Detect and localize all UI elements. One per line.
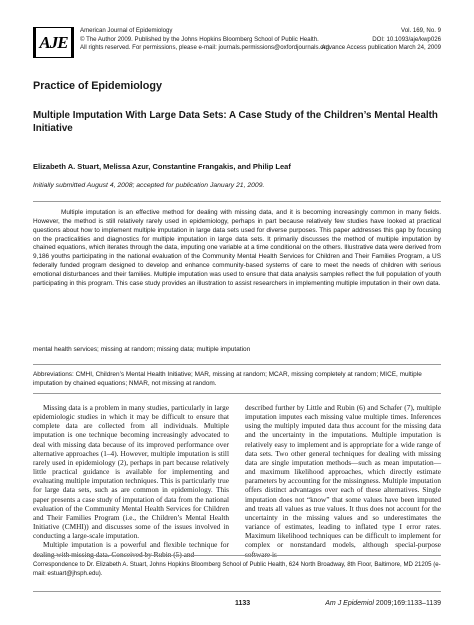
submission-dates: Initially submitted August 4, 2008; accepted for publication January 21, 2009.: [33, 182, 265, 189]
abbreviations: Abbreviations: CMHI, Children’s Mental Health Initiative; MAR, missing at random; MCAR, missing completely at random; MICE, multiple imputation by chained equations; NMAR, not missing at random.: [33, 371, 422, 387]
journal-abbrev: Am J Epidemiol: [325, 600, 374, 607]
author-list: Elizabeth A. Stuart, Melissa Azur, Constantine Frangakis, and Philip Leaf: [33, 162, 291, 171]
body-column-right: [245, 403, 441, 559]
divider: [33, 591, 441, 592]
body-paragraph: described further by Little and Rubin (6) and Schafer (7), multiple imputation imputes each missing value multiple times. Inferences using the multiply imputed data thus account for the missing data and the uncertainty in the imputations. Multiple imputation is relatively easy to implement and is appropriate for a wide range of data sets. Two other general techniques for dealing with missing data are single imputation methods—such as mean imputation—and maximum likelihood approaches, which directly estimate parameters by accounting for the missingness. Multiple imputation offers distinct advantages over each of these alternatives. Single imputation does not “know” that some values have been imputed and treats all values as true values. It thus does not account for the uncertainty in the missing values and so underestimates the variance of estimates, leading to inflated type I error rates. Maximum likelihood techniques can be difficult to implement for complex or nonstandard models, although special-purpose software is: [245, 403, 441, 559]
body-paragraph: Missing data is a problem in many studies, particularly in large epidemiologic studies in which it may be difficult to ensure that complete data are collected from all individuals. Multiple imputation is one technique becoming increasingly advocated to deal with missing data because of its improved performance over alternative approaches (1–4). However, multiple imputation is still rarely used in epidemiology (2), perhaps in part because relatively little practical guidance is available for implementing and evaluating multiple imputation techniques. This is particularly true for large data sets, such as are common in epidemiology. This paper presents a case study of imputation of data from the national evaluation of the Community Mental Health Services for Children and Their Families Program (i.e., the Children’s Mental Health Initiative (CMHI)) and discusses some of the issues involved in conducting a large-scale imputation.: [33, 403, 229, 541]
page-number: 1133: [235, 600, 251, 607]
header-left: [80, 27, 331, 53]
advance-access: Advance Access publication March 24, 2009: [321, 44, 441, 52]
divider: [33, 364, 441, 365]
keywords: mental health services; missing at random; missing data; multiple imputation: [33, 346, 251, 353]
body-paragraph: Multiple imputation is a powerful and flexible technique for dealing with missing data. Conceived by Rubin (5) and: [33, 540, 229, 559]
footer-citation: [325, 600, 441, 607]
divider: [33, 201, 441, 202]
citation-info: 2009;169:1133–1139: [375, 600, 441, 607]
journal-logo: AJE: [33, 27, 74, 58]
abstract: Multiple imputation is an effective method for dealing with missing data, and it is becoming increasingly common in many fields. However, the method is still relatively rarely used in epidemiology, perhaps in part because relatively few studies have looked at practical questions about how to implement multiple imputation in large data sets used for diverse purposes. This paper addresses this gap by focusing on the practicalities and diagnostics for multiple imputation in large data sets. It primarily discusses the method of multiple imputation by chained equations, which iterates through the data, imputing one variable at a time conditional on the others. Illustrative data were derived from 9,186 youths participating in the national evaluation of the Community Mental Health Services for Children and Their Families Program, a US federally funded program designed to develop and enhance community-based systems of care to meet the needs of children with serious emotional disturbances and their families. Multiple imputation was used to ensure that data analysis samples reflect the full population of youth participating in this program. This case study provides an illustration to assist researchers in implementing multiple imputation in their own data.: [33, 209, 441, 287]
doi-link[interactable]: DOI: 10.1093/aje/kwp026: [372, 35, 441, 43]
header-right: [321, 27, 441, 53]
section-heading: Practice of Epidemiology: [33, 80, 162, 92]
divider: [33, 393, 441, 394]
body-column-left: [33, 403, 229, 559]
copyright-line: © The Author 2009. Published by the Johns Hopkins Bloomberg School of Public Health.: [80, 35, 319, 43]
article-title: Multiple Imputation With Large Data Sets: A Case Study of the Children’s Mental Health Initiative: [33, 110, 438, 134]
divider: [33, 555, 441, 556]
rights-line: All rights reserved. For permissions, please e-mail: journals.permissions@oxfordjournals.org.: [80, 44, 331, 52]
journal-name[interactable]: American Journal of Epidemiology: [80, 27, 173, 34]
correspondence-note: Correspondence to Dr. Elizabeth A. Stuart, Johns Hopkins Bloomberg School of Public Health, 624 North Broadway, 8th Floor, Baltimore, MD 21205 (e-mail: estuart@jhsph.edu).: [33, 561, 441, 577]
volume-info: Vol. 169, No. 9: [401, 27, 441, 34]
